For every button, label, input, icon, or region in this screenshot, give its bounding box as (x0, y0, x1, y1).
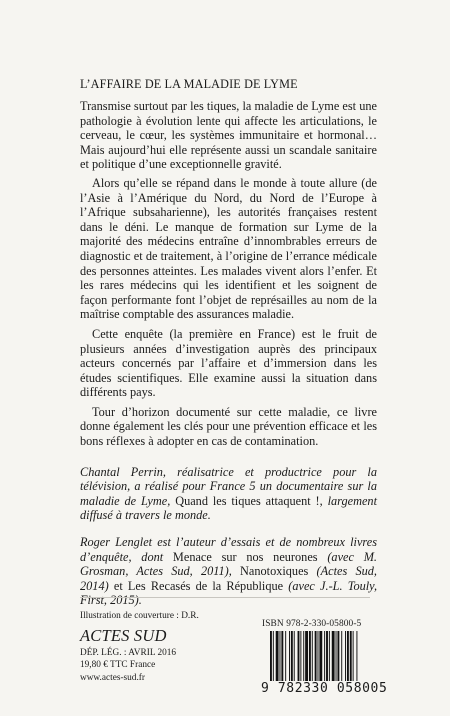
body-paragraph-2: Cette enquête (la première en France) est le fruit de plusieurs années d’investigation auprès des principaux acteurs concernés par l’affaire et d’immersion dans les études scientifiques. Elle examine aussi la situation dans différents pays. (80, 326, 377, 400)
author-bio-perrin (80, 465, 377, 523)
publisher-info (80, 647, 176, 684)
bio-lenglet-text-f: et (113, 578, 123, 593)
bio-perrin-text-c: largement diffusé à travers le monde. (80, 493, 377, 523)
intro-paragraph: Transmise surtout par les tiques, la maladie de Lyme est une pathologie à évolution lente qui affecte les articulations, le cerveau, le cœur, les systèmes immunitaire et hormonal… Mais aujourd’hui elle représente aussi un scandale sanitaire et politique d’une exceptionnelle gravité. (80, 99, 377, 172)
barcode-digits: 9 782330 058005 (261, 681, 388, 696)
isbn-label: ISBN 978-2-330-05800-5 (262, 619, 362, 629)
bio-lenglet-text-c: (avec M. Grosman, Actes Sud, 2011), (80, 549, 378, 579)
barcode-icon (270, 631, 385, 681)
barcode-graphic (270, 631, 385, 681)
bio-lenglet-text-h: (avec J.-L. Touly, First, 2015). (80, 578, 378, 608)
publisher-name: ACTES SUD (80, 626, 167, 645)
blurb (80, 99, 377, 620)
price: 19,80 € TTC France (80, 660, 156, 671)
body-paragraph-3: Tour d’horizon documenté sur cette maladie, ce livre donne également les clés pour une prévention efficace et les bons réflexes à adopter en cas de contamination. (80, 404, 377, 449)
bio-perrin-film-title: Quand les tiques attaquent !, (175, 493, 323, 508)
book-title: L’AFFAIRE DE LA MALADIE DE LYME (80, 77, 298, 91)
legal-deposit: DÉP. LÉG. : AVRIL 2016 (80, 648, 177, 658)
bio-lenglet-text-e: (Actes Sud, 2014) (80, 564, 377, 593)
publisher-website: www.actes-sud.fr (80, 672, 145, 683)
bio-lenglet-text-a: Roger Lenglet est l’auteur d’essais et de nombreux livres d’enquête, dont (80, 535, 377, 564)
bio-perrin-text-a: Chantal Perrin, réalisatrice et productrice pour la télévision, a réalisé pour France 5 un documentaire sur la maladie de Lyme, (80, 464, 377, 508)
footer-divider (80, 597, 370, 598)
bio-lenglet-book-2: Nanotoxiques (240, 564, 309, 579)
bio-lenglet-book-1: Menace sur nos neurones (172, 549, 318, 564)
bio-lenglet-book-3: Les Recasés de la République (127, 578, 284, 593)
body-paragraph-1: Alors qu’elle se répand dans le monde à toute allure (de l’Asie à l’Amérique du Nord, du Nord de l’Europe à l’Afrique subsaharienne), les autorités françaises restent dans le déni. Le manque de formation sur Lyme de la majorité des médecins entraîne d’innombrables erreurs de diagnostic et de traitement, à l’origine de l’errance médicale des personnes atteintes. Les malades vivent alors l’enfer. Et les rares médecins qui les identifient et les soignent de façon performante font l’objet de représailles au nom de la maîtrise comptable des assurances maladie. (80, 175, 377, 322)
illustration-credit: Illustration de couverture : D.R. (80, 611, 199, 621)
